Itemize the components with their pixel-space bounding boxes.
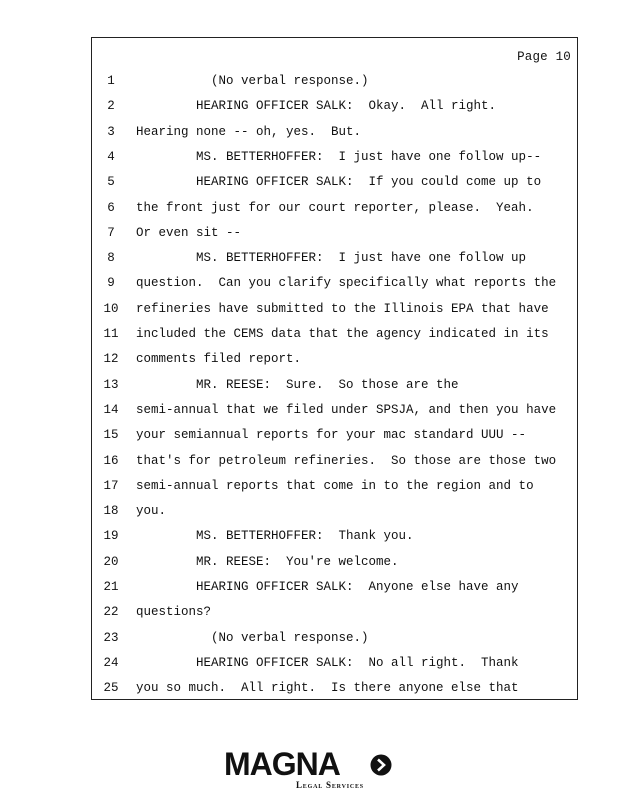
line-number: 11 (103, 327, 119, 341)
line-text: HEARING OFFICER SALK: Anyone else have any (136, 580, 519, 594)
transcript-line (92, 504, 577, 524)
line-number: 8 (107, 251, 115, 266)
transcript-line (92, 681, 577, 701)
transcript-line (92, 276, 577, 296)
line-text: Hearing none -- oh, yes. But. (136, 124, 362, 139)
line-number: 19 (103, 529, 119, 544)
line-number: 1 (107, 74, 115, 88)
line-number: 4 (107, 149, 115, 164)
line-number: 18 (103, 504, 119, 519)
transcript-line (92, 201, 577, 221)
line-text: MR. REESE: You're welcome. (136, 554, 399, 569)
transcript-line (92, 150, 577, 170)
line-text: you. (136, 504, 167, 519)
transcript-line (92, 327, 577, 347)
chevron-right-circle-icon (370, 754, 392, 776)
line-text: HEARING OFFICER SALK: If you could come up to (136, 175, 542, 190)
line-number: 9 (107, 276, 115, 291)
line-text: (No verbal response.) (136, 74, 369, 88)
transcript-line (92, 656, 577, 676)
line-number: 2 (107, 99, 115, 114)
line-text: included the CEMS data that the agency indicated in its (136, 327, 549, 341)
line-number: 10 (103, 301, 119, 316)
transcript-line (92, 74, 577, 94)
transcript-line (92, 226, 577, 246)
line-text: MS. BETTERHOFFER: Thank you. (136, 529, 414, 544)
transcript-line (92, 605, 577, 625)
line-number: 7 (107, 225, 115, 240)
line-text: Or even sit -- (136, 225, 242, 240)
transcript-line (92, 580, 577, 600)
line-number: 25 (103, 681, 119, 696)
line-text: MR. REESE: Sure. So those are the (136, 377, 459, 392)
line-text: the front just for our court reporter, please. Yeah. (136, 200, 534, 215)
line-number: 14 (103, 402, 119, 417)
line-number: 12 (103, 352, 119, 367)
line-number: 23 (103, 630, 119, 645)
transcript-line (92, 125, 577, 145)
transcript-line (92, 302, 577, 322)
transcript-line (92, 352, 577, 372)
logo-wordmark: MAGNA (224, 746, 340, 782)
line-number: 3 (107, 124, 115, 139)
transcript-line (92, 378, 577, 398)
page-number: Page 10 (517, 50, 571, 64)
transcript-line (92, 454, 577, 474)
line-text: question. Can you clarify specifically what reports the (136, 276, 557, 291)
line-number: 5 (107, 175, 115, 190)
line-text: refineries have submitted to the Illinois EPA that have (136, 301, 549, 316)
line-text: MS. BETTERHOFFER: I just have one follow up (136, 251, 527, 266)
transcript-line (92, 175, 577, 195)
magna-logo (224, 748, 396, 794)
logo-subtitle: Legal Services (296, 780, 364, 790)
transcript-line (92, 529, 577, 549)
transcript-line (92, 479, 577, 499)
transcript-line (92, 428, 577, 448)
line-number: 16 (103, 453, 119, 468)
line-number: 6 (107, 200, 115, 215)
line-text: your semiannual reports for your mac standard UUU -- (136, 428, 527, 443)
transcript-line (92, 555, 577, 575)
transcript-page (91, 37, 578, 700)
line-text: semi-annual that we filed under SPSJA, and then you have (136, 402, 557, 417)
line-text: HEARING OFFICER SALK: No all right. Thank (136, 655, 519, 670)
line-number: 20 (103, 554, 119, 569)
line-number: 21 (103, 580, 119, 594)
line-text: (No verbal response.) (136, 630, 369, 645)
transcript-line (92, 251, 577, 271)
transcript-line (92, 99, 577, 119)
line-text: comments filed report. (136, 352, 302, 367)
transcript-line (92, 631, 577, 651)
line-text: that's for petroleum refineries. So those are those two (136, 453, 557, 468)
line-text: you so much. All right. Is there anyone else that (136, 681, 519, 696)
transcript-line (92, 403, 577, 423)
line-number: 13 (103, 377, 119, 392)
line-text: semi-annual reports that come in to the region and to (136, 478, 534, 493)
line-text: HEARING OFFICER SALK: Okay. All right. (136, 99, 497, 114)
line-number: 24 (103, 655, 119, 670)
line-text: MS. BETTERHOFFER: I just have one follow up-- (136, 149, 542, 164)
line-number: 17 (103, 478, 119, 493)
line-number: 15 (103, 428, 119, 443)
line-number: 22 (103, 605, 119, 620)
line-text: questions? (136, 605, 212, 620)
